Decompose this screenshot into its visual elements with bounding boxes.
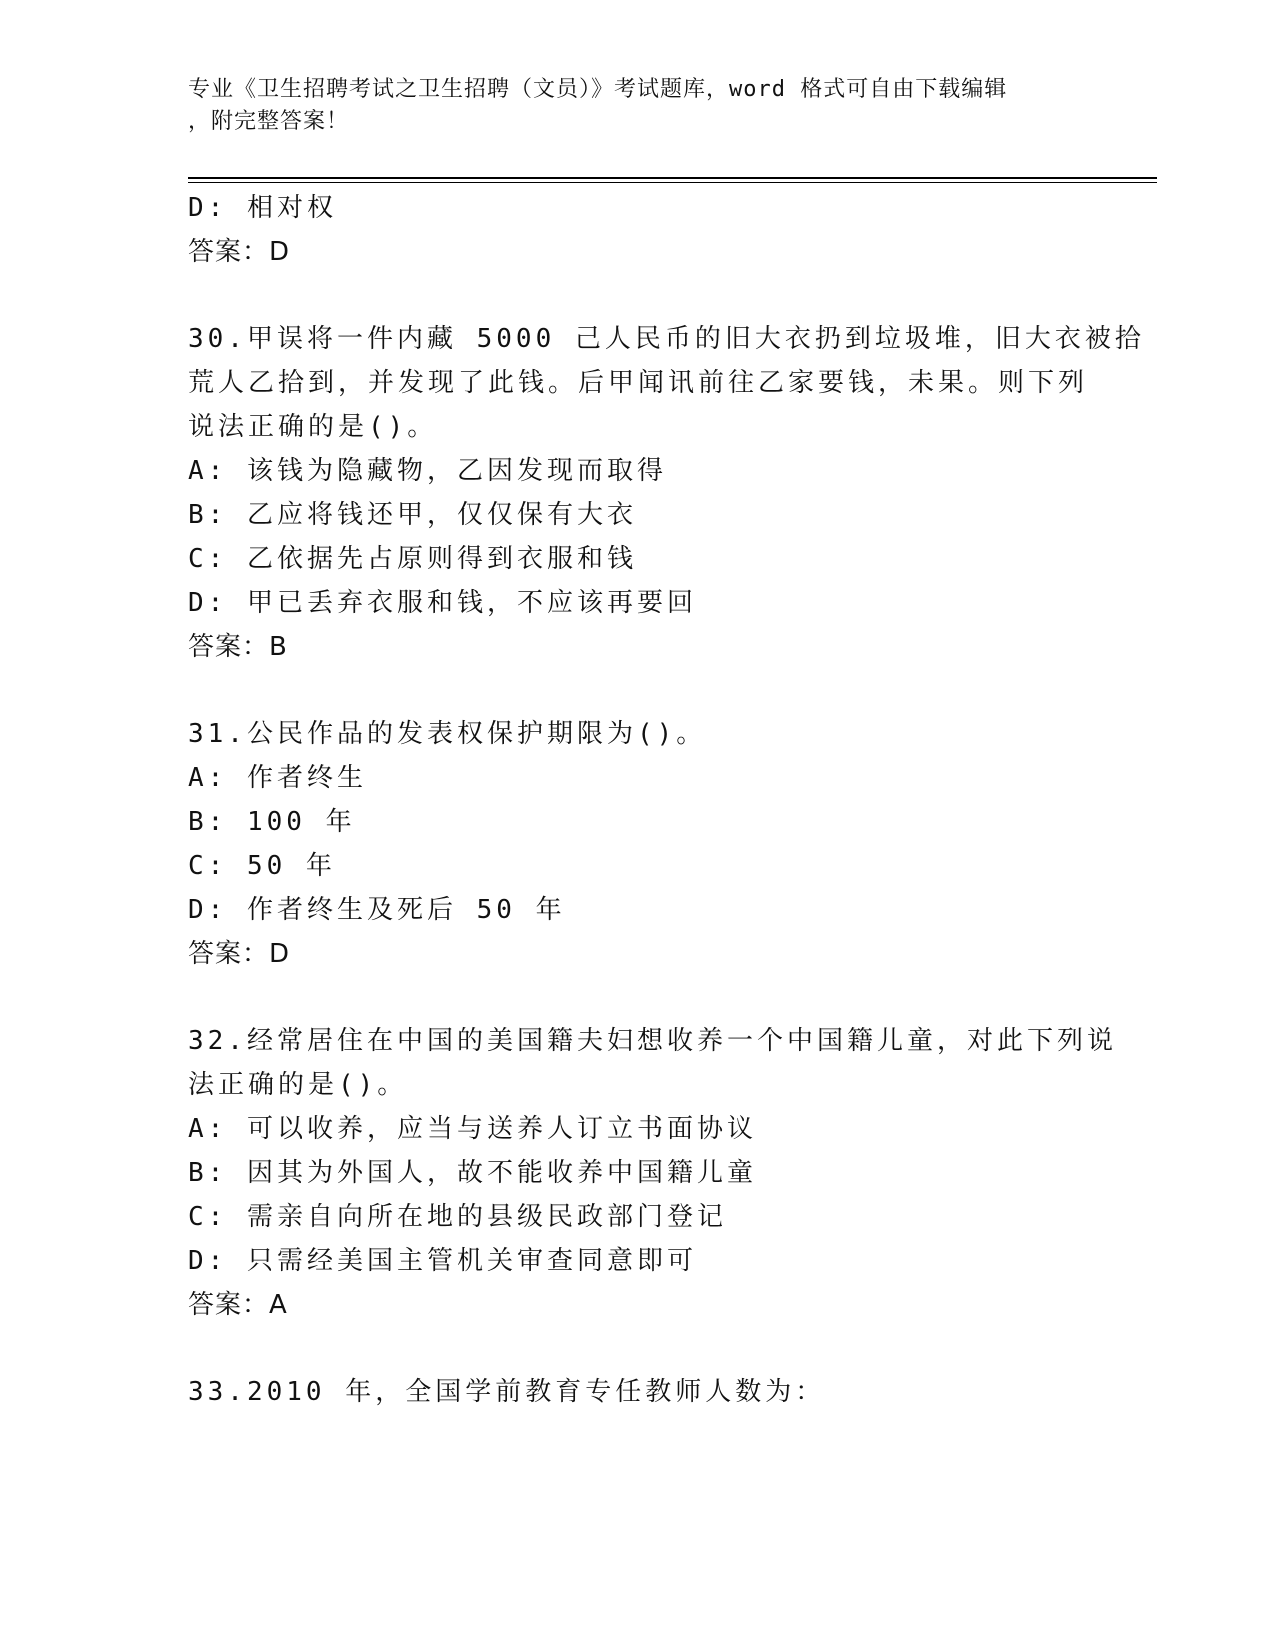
q29-answer: 答案：D xyxy=(188,237,291,267)
q32-answer: 答案：A xyxy=(188,1290,288,1320)
q30-stem-line-3: 说法正确的是()。 xyxy=(188,412,438,442)
q32-option-c: C: 需亲自向所在地的县级民政部门登记 xyxy=(188,1202,727,1232)
q32-option-b: B: 因其为外国人，故不能收养中国籍儿童 xyxy=(188,1158,757,1188)
q31-option-d: D: 作者终生及死后 50 年 xyxy=(188,895,566,925)
header-divider xyxy=(188,177,1157,179)
q30-stem-line-1: 30.甲误将一件内藏 5000 己人民币的旧大衣扔到垃圾堆，旧大衣被拾 xyxy=(188,324,1145,354)
q30-answer: 答案：B xyxy=(188,632,288,662)
q30-stem-line-2: 荒人乙拾到，并发现了此钱。后甲闻讯前往乙家要钱，未果。则下列 xyxy=(188,368,1089,398)
q30-option-c: C: 乙依据先占原则得到衣服和钱 xyxy=(188,544,637,574)
header-divider-thin xyxy=(188,182,1157,183)
q30-option-d: D: 甲已丢弃衣服和钱，不应该再要回 xyxy=(188,588,697,618)
q32-option-d: D: 只需经美国主管机关审查同意即可 xyxy=(188,1246,697,1276)
q31-option-b: B: 100 年 xyxy=(188,807,356,837)
q31-answer: 答案：D xyxy=(188,939,291,969)
q31-stem-line-1: 31.公民作品的发表权保护期限为()。 xyxy=(188,719,707,749)
q29-option-d: D: 相对权 xyxy=(188,193,337,223)
q33-stem-line-1: 33.2010 年，全国学前教育专任教师人数为： xyxy=(188,1377,826,1407)
q32-option-a: A: 可以收养，应当与送养人订立书面协议 xyxy=(188,1114,757,1144)
header-line-2: ，附完整答案！ xyxy=(188,109,350,134)
header-line-1: 专业《卫生招聘考试之卫生招聘（文员）》考试题库，word 格式可自由下载编辑 xyxy=(188,77,1008,102)
q30-option-b: B: 乙应将钱还甲，仅仅保有大衣 xyxy=(188,500,637,530)
q32-stem-line-2: 法正确的是()。 xyxy=(188,1070,408,1100)
q31-option-c: C: 50 年 xyxy=(188,851,336,881)
q31-option-a: A: 作者终生 xyxy=(188,763,367,793)
q30-option-a: A: 该钱为隐藏物，乙因发现而取得 xyxy=(188,456,667,486)
document-header xyxy=(188,74,1068,138)
q32-stem-line-1: 32.经常居住在中国的美国籍夫妇想收养一个中国籍儿童，对此下列说 xyxy=(188,1026,1117,1056)
